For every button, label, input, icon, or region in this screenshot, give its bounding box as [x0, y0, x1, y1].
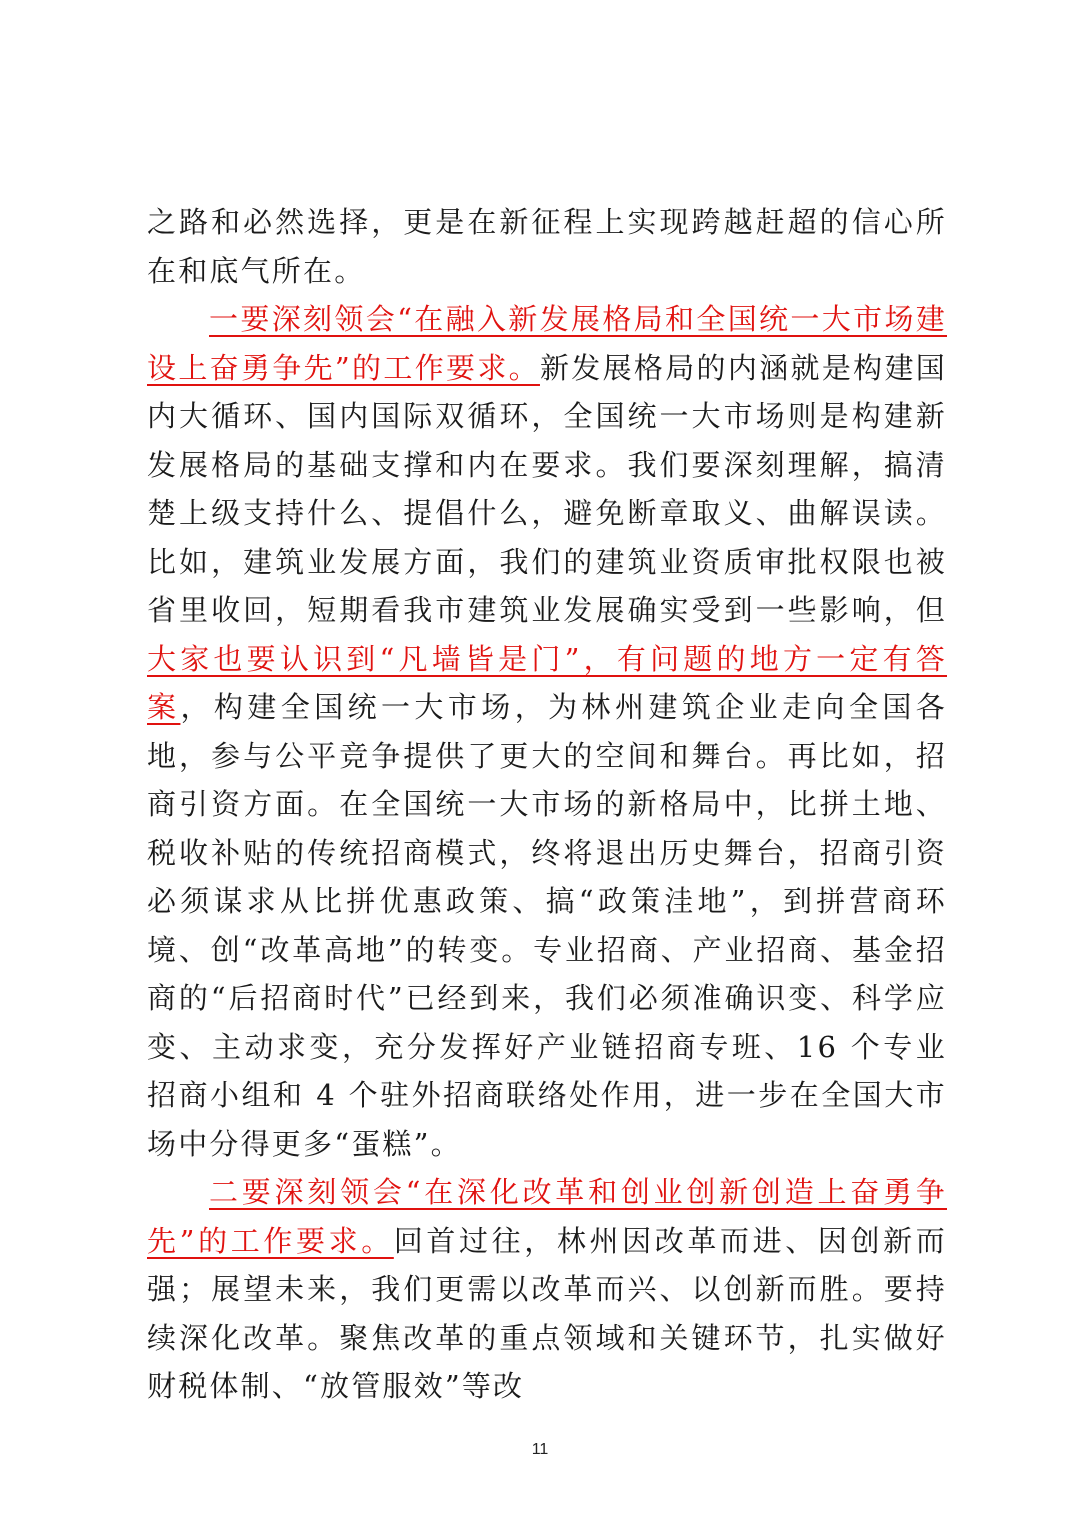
emphasis-phrase: 大家也要认识到“凡墙皆是门”，有问题的地方一定有答案: [147, 641, 947, 724]
text-run: 之路和必然选择，更是在新征程上实现跨越赶超的信心所在和底气所在。: [147, 205, 947, 288]
emphasis-heading-2: 二要深刻领会“在深化改革和创业创新创造上奋勇争先”的工作要求。: [147, 1175, 947, 1258]
text-run: 新发展格局的内涵就是构建国内大循环、国内国际双循环，全国统一大市场则是构建新发展格局的基础支撑和内在要求。我们要深刻理解，搞清楚上级支持什么、提倡什么，避免断章取义、曲解误读。比如，建筑业发展方面，我们的建筑业资质审批权限也被省里收回，短期看我市建筑业发展确实受到一些影响，但: [147, 350, 947, 627]
page-number: 11: [531, 1441, 549, 1458]
text-run: ，构建全国统一大市场，为林州建筑企业走向全国各地，参与公平竞争提供了更大的空间和舞台。再比如，招商引资方面。在全国统一大市场的新格局中，比拼土地、税收补贴的传统招商模式，终将退出历史舞台，招商引资必须谋求从比拼优惠政策、搞“政策洼地”，到拼营商环境、创“改革高地”的转变。专业招商、产业招商、基金招商的“后招商时代”已经到来，我们必须准确识变、科学应变、主动求变，充分发挥好产业链招商专班、16 个专业招商小组和 4 个驻外招商联络处作用，进一步在全国大市场中分得更多“蛋糕”。: [147, 690, 948, 1161]
paragraph-2: [147, 295, 947, 1168]
body-text: [147, 198, 947, 1411]
emphasis-heading-1: 一要深刻领会“在融入新发展格局和全国统一大市场建设上奋勇争先”的工作要求。: [147, 302, 947, 385]
text-run: 回首过往，林州因改革而进、因创新而强；展望未来，我们更需以改革而兴、以创新而胜。要持续深化改革。聚焦改革的重点领域和关键环节，扎实做好财税体制、“放管服效”等改: [147, 1223, 947, 1403]
paragraph-1: [147, 198, 947, 295]
paragraph-3: [147, 1168, 947, 1411]
